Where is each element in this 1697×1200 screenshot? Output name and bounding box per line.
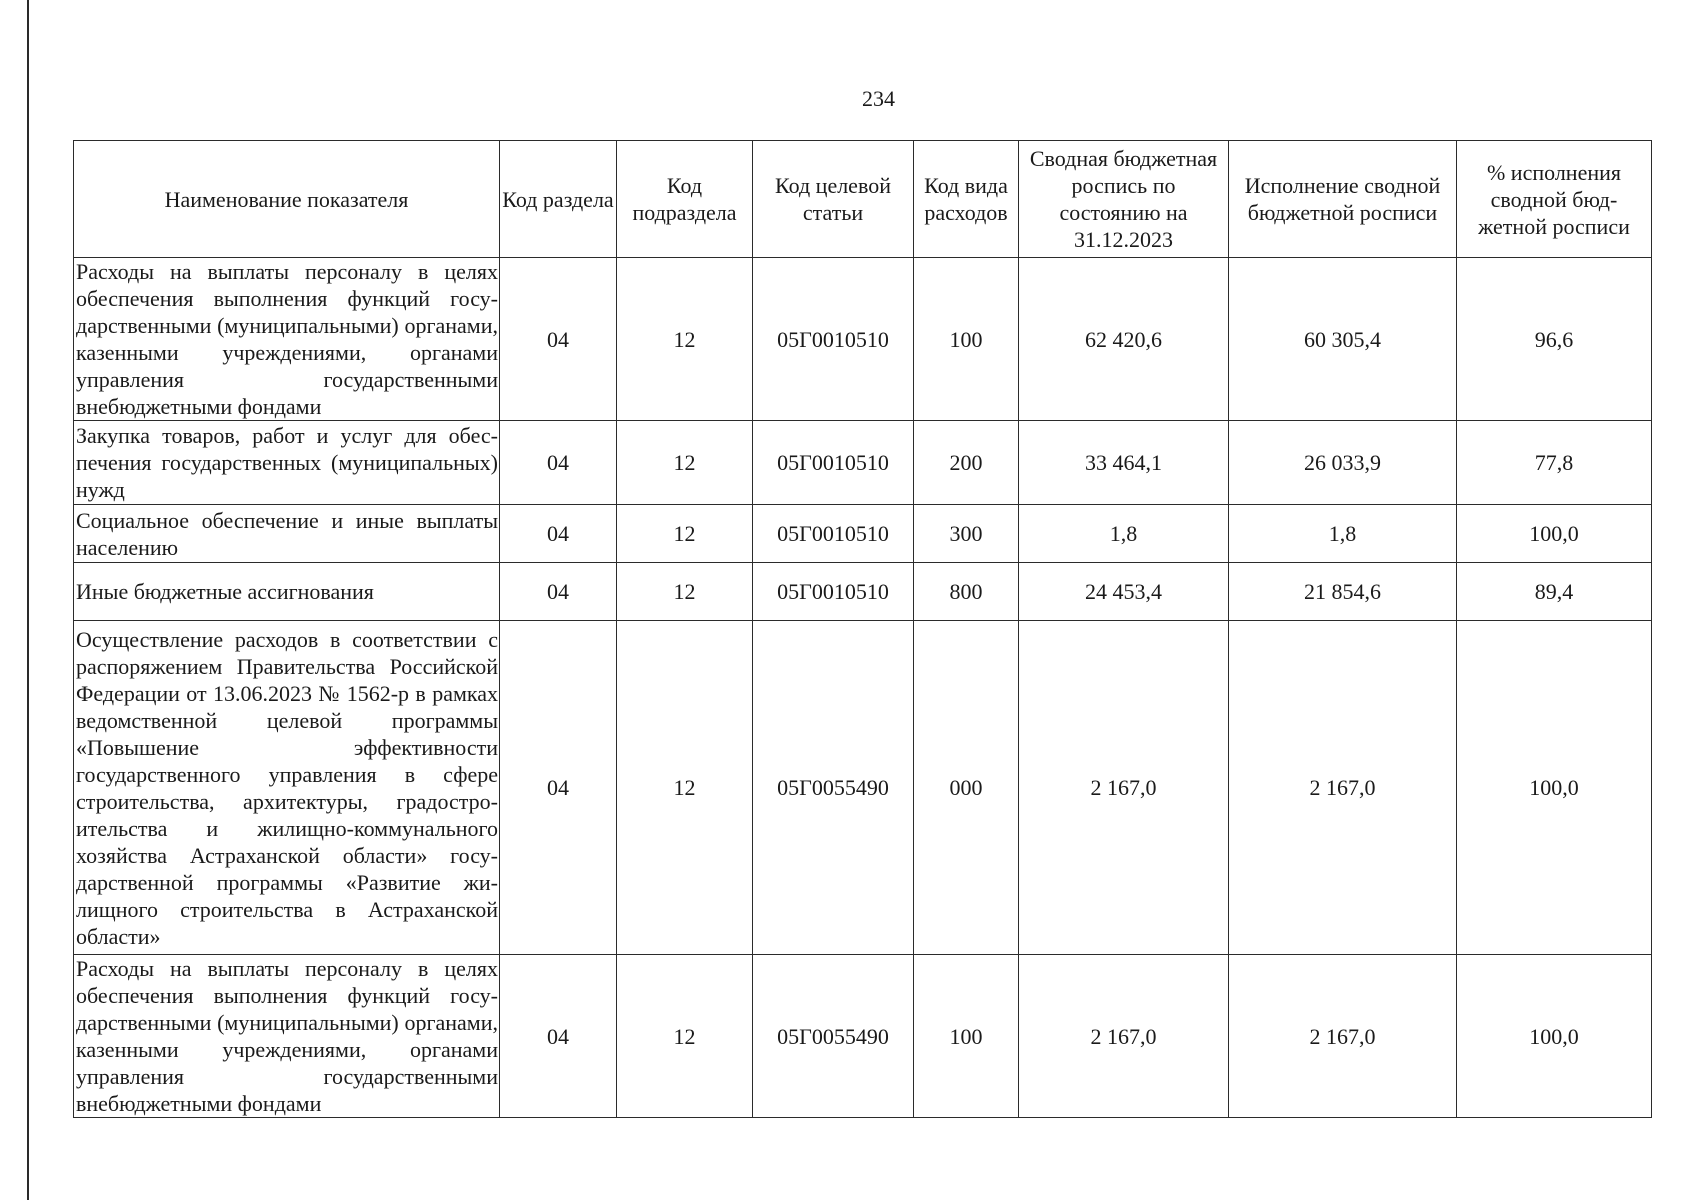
row-section: 04 bbox=[500, 563, 617, 621]
budget-execution-table bbox=[73, 140, 1652, 1118]
row-kind: 300 bbox=[914, 505, 1019, 563]
row-name: Расходы на выплаты персоналу в целях обеспечения выполнения функций государственными (муниципальными) органами, казенными учреждениями, органами управления государственными внебюджетными фондами bbox=[74, 258, 500, 421]
row-kind: 100 bbox=[914, 955, 1019, 1118]
header-budget-execution: Исполнение сводной бюджетной росписи bbox=[1229, 141, 1457, 258]
table-row bbox=[74, 563, 1652, 621]
row-exec: 60 305,4 bbox=[1229, 258, 1457, 421]
row-exec: 1,8 bbox=[1229, 505, 1457, 563]
row-name: Осуществление расходов в соответствии с распоряжением Правительства Российской Федерации от 13.06.2023 № 1562-р в рамках ведомственной целевой программы «Повышение эффективности государственного управления в сфере строительства, архитектуры, градостроительства и жилищно-коммунального хозяйства Астраханской области» государственной программы «Развитие жилищного строительства в Астраханской области» bbox=[74, 621, 500, 955]
row-pct: 96,6 bbox=[1457, 258, 1652, 421]
header-subsection-code: Код подраздела bbox=[617, 141, 753, 258]
row-pct: 77,8 bbox=[1457, 421, 1652, 505]
row-exec: 26 033,9 bbox=[1229, 421, 1457, 505]
row-plan: 62 420,6 bbox=[1019, 258, 1229, 421]
row-plan: 2 167,0 bbox=[1019, 955, 1229, 1118]
row-target: 05Г0055490 bbox=[753, 955, 914, 1118]
row-subsection: 12 bbox=[617, 505, 753, 563]
table-row bbox=[74, 258, 1652, 421]
row-exec: 21 854,6 bbox=[1229, 563, 1457, 621]
row-name: Закупка товаров, работ и услуг для обеспечения государственных (муниципальных) нужд bbox=[74, 421, 500, 505]
header-section-code: Код раздела bbox=[500, 141, 617, 258]
page-number: 234 bbox=[862, 86, 895, 111]
row-target: 05Г0010510 bbox=[753, 563, 914, 621]
header-execution-percent: % исполнения сводной бюд-жетной росписи bbox=[1457, 141, 1652, 258]
header-target-item-code: Код целевой статьи bbox=[753, 141, 914, 258]
row-section: 04 bbox=[500, 621, 617, 955]
row-target: 05Г0055490 bbox=[753, 621, 914, 955]
row-subsection: 12 bbox=[617, 421, 753, 505]
row-subsection: 12 bbox=[617, 621, 753, 955]
table-row bbox=[74, 955, 1652, 1118]
row-pct: 100,0 bbox=[1457, 505, 1652, 563]
row-pct: 89,4 bbox=[1457, 563, 1652, 621]
row-name: Расходы на выплаты персоналу в целях обеспечения выполнения функций государственными (муниципальными) органами, казенными учреждениями, органами управления государственными внебюджетными фондами bbox=[74, 955, 500, 1118]
row-section: 04 bbox=[500, 505, 617, 563]
row-name: Иные бюджетные ассигнования bbox=[74, 563, 500, 621]
table-row bbox=[74, 421, 1652, 505]
row-subsection: 12 bbox=[617, 258, 753, 421]
row-kind: 800 bbox=[914, 563, 1019, 621]
header-expense-type-code: Код вида расходов bbox=[914, 141, 1019, 258]
row-section: 04 bbox=[500, 258, 617, 421]
table-row bbox=[74, 621, 1652, 955]
row-section: 04 bbox=[500, 955, 617, 1118]
row-subsection: 12 bbox=[617, 955, 753, 1118]
row-exec: 2 167,0 bbox=[1229, 955, 1457, 1118]
row-exec: 2 167,0 bbox=[1229, 621, 1457, 955]
row-target: 05Г0010510 bbox=[753, 505, 914, 563]
row-plan: 2 167,0 bbox=[1019, 621, 1229, 955]
table-row bbox=[74, 505, 1652, 563]
row-name: Социальное обеспечение и иные выплаты населению bbox=[74, 505, 500, 563]
row-kind: 100 bbox=[914, 258, 1019, 421]
row-pct: 100,0 bbox=[1457, 955, 1652, 1118]
row-kind: 200 bbox=[914, 421, 1019, 505]
row-target: 05Г0010510 bbox=[753, 421, 914, 505]
header-indicator-name: Наименование показателя bbox=[74, 141, 500, 258]
row-section: 04 bbox=[500, 421, 617, 505]
row-plan: 1,8 bbox=[1019, 505, 1229, 563]
row-target: 05Г0010510 bbox=[753, 258, 914, 421]
left-margin-line bbox=[27, 0, 29, 1200]
table-header-row bbox=[74, 141, 1652, 258]
header-budget-plan: Сводная бюджетная роспись по состоянию на 31.12.2023 bbox=[1019, 141, 1229, 258]
row-plan: 33 464,1 bbox=[1019, 421, 1229, 505]
row-kind: 000 bbox=[914, 621, 1019, 955]
row-pct: 100,0 bbox=[1457, 621, 1652, 955]
row-subsection: 12 bbox=[617, 563, 753, 621]
row-plan: 24 453,4 bbox=[1019, 563, 1229, 621]
